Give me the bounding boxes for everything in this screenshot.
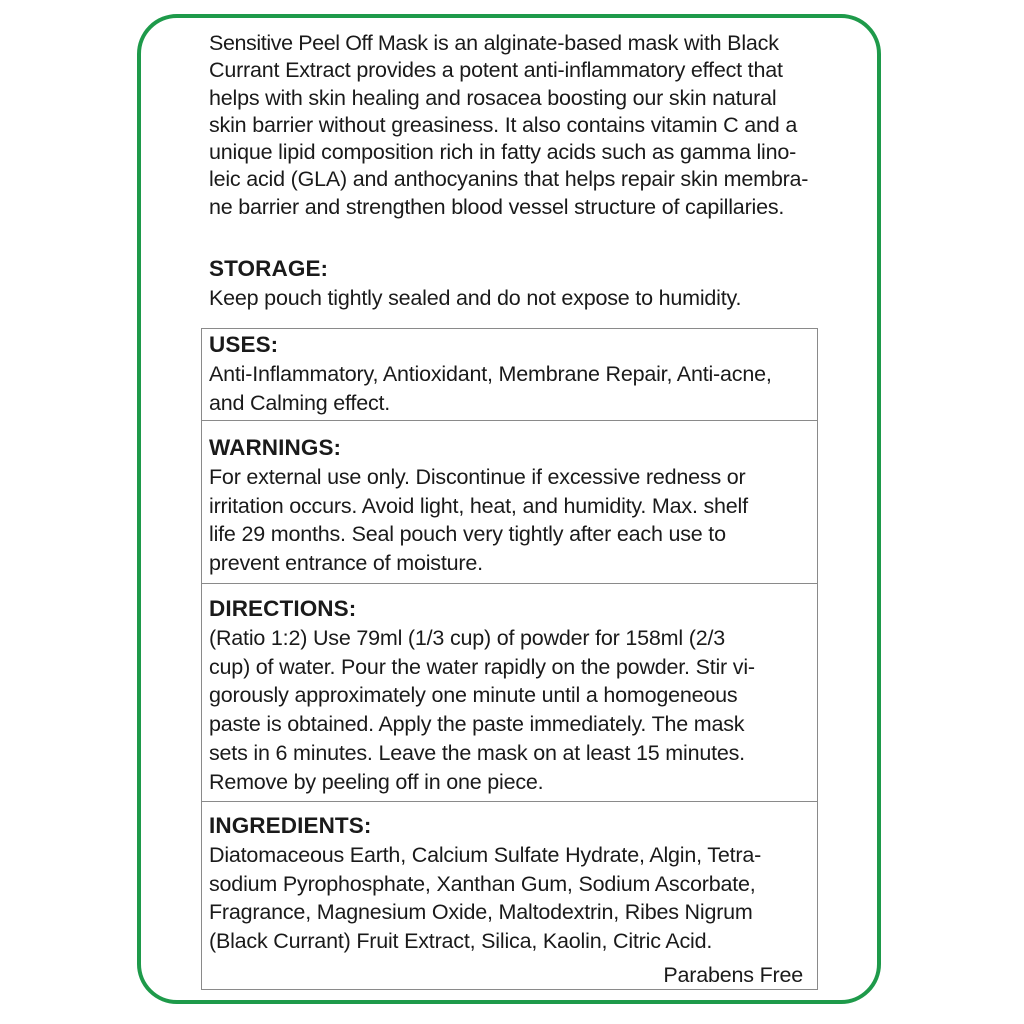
warnings-section <box>202 421 817 584</box>
ingredients-line: Diatomaceous Earth, Calcium Sulfate Hydrate, Algin, Tetra- <box>209 843 762 867</box>
intro-line: helps with skin healing and rosacea boosting our skin natural <box>209 85 777 110</box>
uses-line: Anti-Inflammatory, Antioxidant, Membrane Repair, Anti-acne, <box>209 362 772 386</box>
warnings-line: prevent entrance of moisture. <box>209 551 483 576</box>
uses-heading: USES: <box>209 332 279 357</box>
directions-line: cup) of water. Pour the water rapidly on the powder. Stir vi- <box>209 654 755 679</box>
ingredients-section <box>202 802 817 989</box>
intro-line: ne barrier and strengthen blood vessel structure of capillaries. <box>209 194 785 219</box>
storage-text: Keep pouch tightly sealed and do not expose to humidity. <box>209 286 742 310</box>
intro-line: leic acid (GLA) and anthocyanins that helps repair skin membra- <box>209 167 809 192</box>
uses-line: and Calming effect. <box>209 390 391 415</box>
directions-line: paste is obtained. Apply the paste immediately. The mask <box>209 712 745 737</box>
warnings-line: life 29 months. Seal pouch very tightly after each use to <box>209 522 726 547</box>
intro-line: skin barrier without greasiness. It also contains vitamin C and a <box>209 112 798 137</box>
product-name: Sensitive Peel Off Mask <box>209 31 428 55</box>
directions-heading: DIRECTIONS: <box>209 596 357 621</box>
directions-section <box>202 584 817 802</box>
directions-line: sets in 6 minutes. Leave the mask on at least 15 minutes. <box>209 740 745 765</box>
intro-line: unique lipid composition rich in fatty acids such as gamma lino- <box>209 140 797 165</box>
ingredients-line: (Black Currant) Fruit Extract, Silica, Kaolin, Citric Acid. <box>209 929 713 954</box>
ingredients-heading: INGREDIENTS: <box>209 813 372 838</box>
warnings-line: irritation occurs. Avoid light, heat, and humidity. Max. shelf <box>209 493 748 518</box>
directions-line: gorously approximately one minute until a homogeneous <box>209 683 738 708</box>
ingredients-line: Fragrance, Magnesium Oxide, Maltodextrin, Ribes Nigrum <box>209 900 753 925</box>
intro-line: Sensitive Peel Off Mask is an alginate-based mask with Black <box>209 31 779 55</box>
warnings-heading: WARNINGS: <box>209 435 342 460</box>
directions-line: Remove by peeling off in one piece. <box>209 769 544 794</box>
parabens-free-note: Parabens Free <box>663 962 803 987</box>
storage-section <box>209 254 829 313</box>
product-description <box>209 30 829 221</box>
uses-section <box>202 329 817 421</box>
ingredients-line: sodium Pyrophosphate, Xanthan Gum, Sodium Ascorbate, <box>209 871 756 896</box>
directions-line: (Ratio 1:2) Use 79ml (1/3 cup) of powder for 158ml (2/3 <box>209 626 725 650</box>
warnings-line: For external use only. Discontinue if excessive redness or <box>209 465 746 489</box>
info-table <box>201 328 818 990</box>
storage-heading: STORAGE: <box>209 256 329 281</box>
intro-line: Currant Extract provides a potent anti-inflammatory effect that <box>209 58 783 83</box>
